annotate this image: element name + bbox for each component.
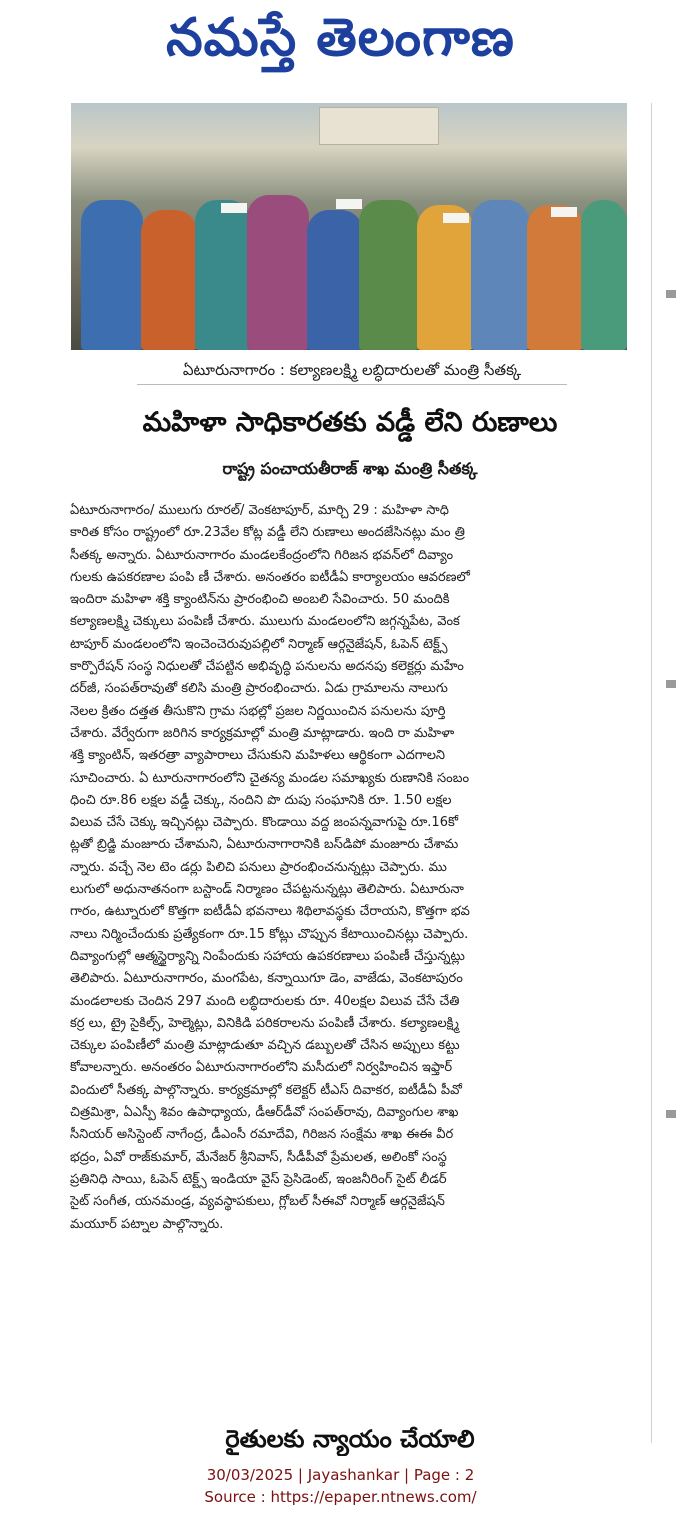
column-divider: [651, 103, 652, 1443]
article-line: శక్తి క్యాంటిన్, ఇతరత్రా వ్యాపారాలు చేసుకుని మహిళలు ఆర్థికంగా ఎదగాలని: [70, 748, 446, 764]
masthead-title: నమస్తే తెలంగాణ: [166, 8, 515, 68]
article-line: విందులో సీతక్క పాల్గొన్నారు. కార్యక్రమాల్లో కలెక్టర్ టీఎస్ దివాకర, ఐటీడీఏ పీవో: [70, 1082, 462, 1098]
footer-date-page: 30/03/2025 | Jayashankar | Page : 2: [206, 1466, 475, 1484]
article-line: కర్ర లు, ట్రై సైకిల్స్, హెల్మెట్లు, వినికిడి పరికరాలను పంపిణీ చేశారు. కల్యాణలక్ష్మి: [70, 1015, 459, 1031]
adjacent-column-fragment: [666, 680, 676, 688]
article-line: చెక్కుల పంపిణీలో మంత్రి మాట్లాడుతూ వచ్చిన డబ్బులతో చేసిన అప్పులు కట్టు: [70, 1038, 460, 1054]
article-line: నెలల క్రితం దత్తత తీసుకొని గ్రామ సభల్లో ప్రజల నిర్ణయించిన పనులను పూర్తి: [70, 703, 446, 719]
article-line: టాపూర్ మండలంలోని ఇంచెంచెరువుపల్లిలో నిర్మాణ్ ఆర్గనైజేషన్, ఓపెన్ టెక్ట్స్: [70, 636, 448, 652]
article-line: గులకు ఉపకరణాల పంపి ణీ చేశారు. అనంతరం ఐటీడీఏ కార్యాలయం ఆవరణలో: [70, 569, 470, 585]
newspaper-masthead: [0, 0, 681, 80]
photo-banner: [319, 107, 439, 145]
article-line: కల్యాణలక్ష్మి చెక్కులు పంపిణీ చేశారు. ములుగు మండలంలోని జగ్గన్నపేట, వెంక: [70, 614, 460, 630]
article-line: నాలు నిర్మించేందుకు ప్రత్యేకంగా రూ.15 కోట్లు చొప్పున కేటాయించినట్లు చెప్పారు.: [70, 926, 469, 942]
article-line: సూచించారు. ఏ టూరునాగారంలోని చైతన్య మండల సమాఖ్యకు రుణానికి సంబం: [70, 770, 470, 786]
adjacent-column-fragment: [666, 1110, 676, 1118]
photo-caption: ఏటూరునాగారం : కల్యాణలక్ష్మి లబ్ధిదారులతో మంత్రి సీతక్క: [137, 358, 567, 385]
article-line: భద్రం, ఏవో రాజ్‌కుమార్, మేనేజర్ శ్రీనివాస్, సీడీపీవో ప్రేమలత, అలింకో సంస్థ: [70, 1149, 447, 1165]
adjacent-column-fragment: [666, 290, 676, 298]
article-line: కార్పొరేషన్ సంస్థ నిధులతో చేపట్టిన అభివృద్ధి పనులను అదనపు కలెక్టర్లు మహేం: [70, 659, 464, 675]
article-line: దివ్యాంగుల్లో ఆత్మస్థైర్యాన్ని నింపేందుకు సహాయ ఉపకరణాలు పంపిణీ చేస్తున్నట్లు: [70, 948, 465, 964]
article-line: లుగులో అధునాతనంగా బస్టాండ్ నిర్మాణం చేపట్టనున్నట్లు తెలిపారు. ఏటూరునా: [70, 882, 464, 898]
article-line: మండలాలకు చెందిన 297 మంది లబ్ధిదారులకు రూ. 40లక్షల విలువ చేసే చేతి: [70, 993, 460, 1009]
article-line: సీనియర్ అసిస్టెంట్ నాగేంద్ర, డీఎంసీ రమాదేవి, గిరిజన సంక్షేమ శాఖ ఈఈ వీర: [70, 1127, 454, 1143]
article-body: [70, 500, 630, 1250]
news-photo: [71, 103, 627, 350]
page-footer: [0, 1464, 681, 1508]
article-line: ఏటూరునాగారం/ ములుగు రూరల్/ వెంకటాపూర్, మార్చి 29 : మహిళా సాధి: [70, 503, 449, 518]
article-subhead: రాష్ట్ర పంచాయతీరాజ్ శాఖ మంత్రి సీతక్క: [222, 459, 478, 478]
article-headline: మహిళా సాధికారతకు వడ్డీ లేని రుణాలు: [142, 407, 558, 438]
article-line: దర్‌జీ, సంపత్‌రావుతో కలిసి మంత్రి ప్రారంభించారు. ఏడు గ్రామాలను నాలుగు: [70, 681, 448, 697]
article-line: న్నారు. వచ్చే నెల టెం డర్లు పిలిచి పనులు ప్రారంభించనున్నట్లు చెప్పారు. ము: [70, 859, 447, 875]
article-line: ట్లతో బ్రిడ్జి మంజూరు చేశామని, ఏటూరునాగారానికి బస్‌డిపో మంజూరు చేశామ: [70, 837, 459, 853]
article-line: తెలిపారు. ఏటూరునాగారం, మంగపేట, కన్నాయిగూ డెం, వాజేడు, వెంకటాపురం: [70, 971, 463, 987]
article-line: చేశారు. వేర్వేరుగా జరిగిన కార్యక్రమాల్లో మంత్రి మాట్లాడారు. ఇంది రా మహిళా: [70, 725, 455, 741]
article-line: సీతక్క అన్నారు. ఏటూరునాగారం మండలకేంద్రంలోని గిరిజన భవన్‌లో దివ్యాం: [70, 547, 454, 563]
footer-source: Source : https://epaper.ntnews.com/: [204, 1488, 477, 1506]
article-line: విలువ చేసే చెక్కు ఇచ్చినట్లు చెప్పారు. కొండాయి వద్ద జంపన్నవాగుపై రూ.16కో: [70, 815, 459, 831]
article-line: చిత్రమిశ్రా, ఏఎస్పీ శివం ఉపాధ్యాయ, డీఆర్‌డీవో సంపత్‌రావు, దివ్యాంగుల శాఖ: [70, 1105, 459, 1121]
article-line: కోవాలన్నారు. అనంతరం ఏటూరునాగారంలోని మసీదులో నిర్వహించిన ఇఫ్తార్: [70, 1060, 453, 1076]
article-line: ఇందిరా మహిళా శక్తి క్యాంటిన్‌ను ప్రారంభించి అంబలి సేవించారు. 50 మందికి: [70, 592, 450, 608]
article-line: ధించి రూ.86 లక్షల వడ్డీ చెక్కు, నందిని పొ దుపు సంఘానికి రూ. 1.50 లక్షల: [70, 792, 452, 808]
article-line: సైట్ సంగీత, యనమండ్ర, వ్యవస్థాపకులు, గ్లోబల్ సీఈవో నిర్మాణ్ ఆర్గనైజేషన్: [70, 1194, 445, 1210]
next-article-headline: రైతులకు న్యాయం చేయాలి: [225, 1425, 475, 1453]
article-line: కారిత కోసం రాష్ట్రంలో రూ.23వేల కోట్ల వడ్డీ లేని రుణాలు అందజేసినట్లు మం త్రి: [70, 525, 465, 541]
article-line: ప్రతినిధి సాయి, ఓపెన్ టెక్ట్స్ ఇండియా వైస్ ప్రెసిడెంట్, ఇంజనీరింగ్ సైట్ లీడర్: [70, 1171, 447, 1187]
article-line: మయూర్ పట్నాల పాల్గొన్నారు.: [70, 1216, 224, 1232]
article-line: గారం, ఉట్నూరులో కొత్తగా ఐటీడీఏ భవనాలు శిథిలావస్థకు చేరాయని, కొత్తగా భవ: [70, 904, 470, 920]
